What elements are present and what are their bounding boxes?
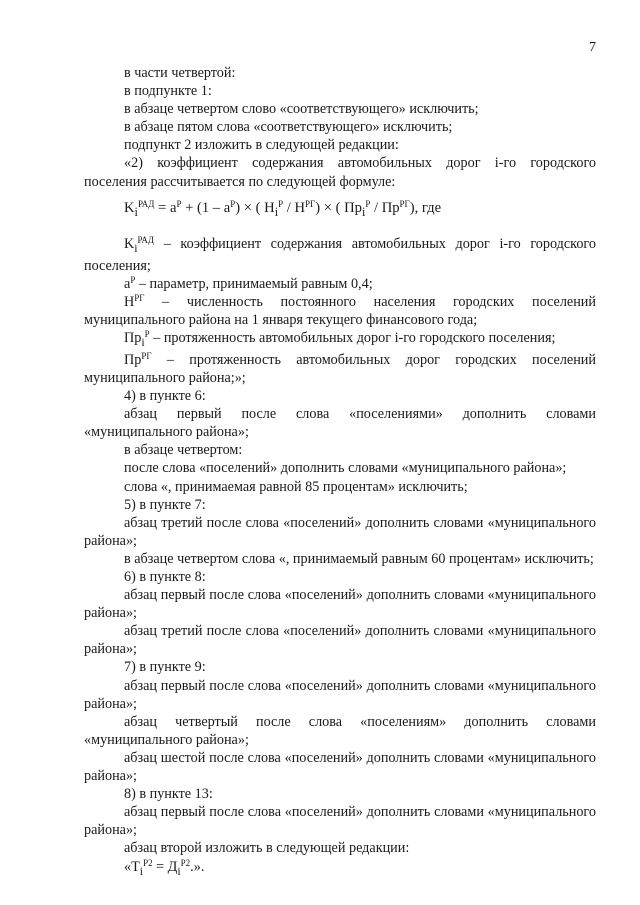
paragraph-b11: абзац третий после слова «поселений» дополнить словами «муниципального района»; (84, 623, 596, 658)
paragraph-b15: абзац шестой после слова «поселений» дополнить словами «муниципального района»; (84, 749, 596, 785)
paragraph-b16: 8) в пункте 13: (124, 786, 213, 803)
definition-k: $K_i^{РАД}$ – коэффициент содержания автомобильных дорог i-го городского поселения; (84, 234, 596, 274)
paragraph-b4: после слова «поселений» дополнить словами «муниципального района»; (124, 460, 567, 477)
document-body (84, 64, 596, 879)
paragraph-b10: абзац первый после слова «поселений» дополнить словами «муниципального района»; (84, 587, 596, 622)
paragraph-b17: абзац первый после слова «поселений» дополнить словами «муниципального района»; (84, 804, 596, 839)
intro-paragraphs (84, 64, 596, 191)
page-number: 7 (589, 40, 596, 55)
paragraph-l2: в подпункте 1: (124, 83, 212, 100)
paragraph-b6: 5) в пункте 7: (124, 496, 206, 513)
paragraph-b3: в абзаце четвертом: (124, 442, 243, 459)
paragraph-b8: в абзаце четвертом слова «, принимаемый равным 60 процентам» исключить; (124, 550, 594, 567)
final-formula: «$T_i^{Р2} = Д_i^{Р2}$.». (124, 857, 205, 878)
amendment-paragraphs (84, 387, 596, 857)
paragraph-b18: абзац второй изложить в следующей редакции: (124, 840, 410, 857)
definition-h: $H^{РГ}$ – численность постоянного населения городских поселений муниципального района на 1 января текущего финансового года; (84, 292, 596, 328)
paragraph-l1: в части четвертой: (124, 65, 236, 81)
paragraph-b7: абзац третий после слова «поселений» дополнить словами «муниципального района»; (84, 514, 596, 549)
definition-pr: $Пр_i^Р$ – протяженность автомобильных дорог i-го городского поселения; (124, 328, 556, 349)
paragraph-b2: абзац первый после слова «поселениями» дополнить словами «муниципального района»; (84, 406, 596, 441)
paragraph-b13: абзац первый после слова «поселений» дополнить словами «муниципального района»; (84, 677, 596, 712)
definition-a: $a^Р$ – параметр, принимаемый равным 0,4; (124, 274, 373, 292)
paragraph-l5: подпункт 2 изложить в следующей редакции: (124, 137, 399, 154)
coefficient-formula: $K_i^{РАД} = a^Р + (1 - a^Р)$ × ( $H_i^Р / H^{РГ}$) × ( $Пр_i^Р / Пр^{РГ}$), где (124, 198, 442, 219)
paragraph-l6: «2) коэффициент содержания автомобильных дорог i-го городского поселения рассчитывается по следующей формуле: (84, 155, 596, 190)
paragraph-l4: в абзаце пятом слова «соответствующего» исключить; (124, 119, 453, 136)
paragraph-b1: 4) в пункте 6: (124, 388, 206, 405)
paragraph-b12: 7) в пункте 9: (124, 659, 206, 676)
paragraph-b5: слова «, принимаемая равной 85 процентам» исключить; (124, 478, 468, 495)
definition-pr-total: $Пр^{РГ}$ – протяженность автомобильных дорог городских поселений муниципального района;»; (84, 350, 596, 386)
paragraph-l3: в абзаце четвертом слово «соответствующего» исключить; (124, 101, 479, 118)
paragraph-b9: 6) в пункте 8: (124, 569, 206, 585)
paragraph-b14: абзац четвертый после слова «поселениям» дополнить словами «муниципального района»; (84, 713, 596, 748)
